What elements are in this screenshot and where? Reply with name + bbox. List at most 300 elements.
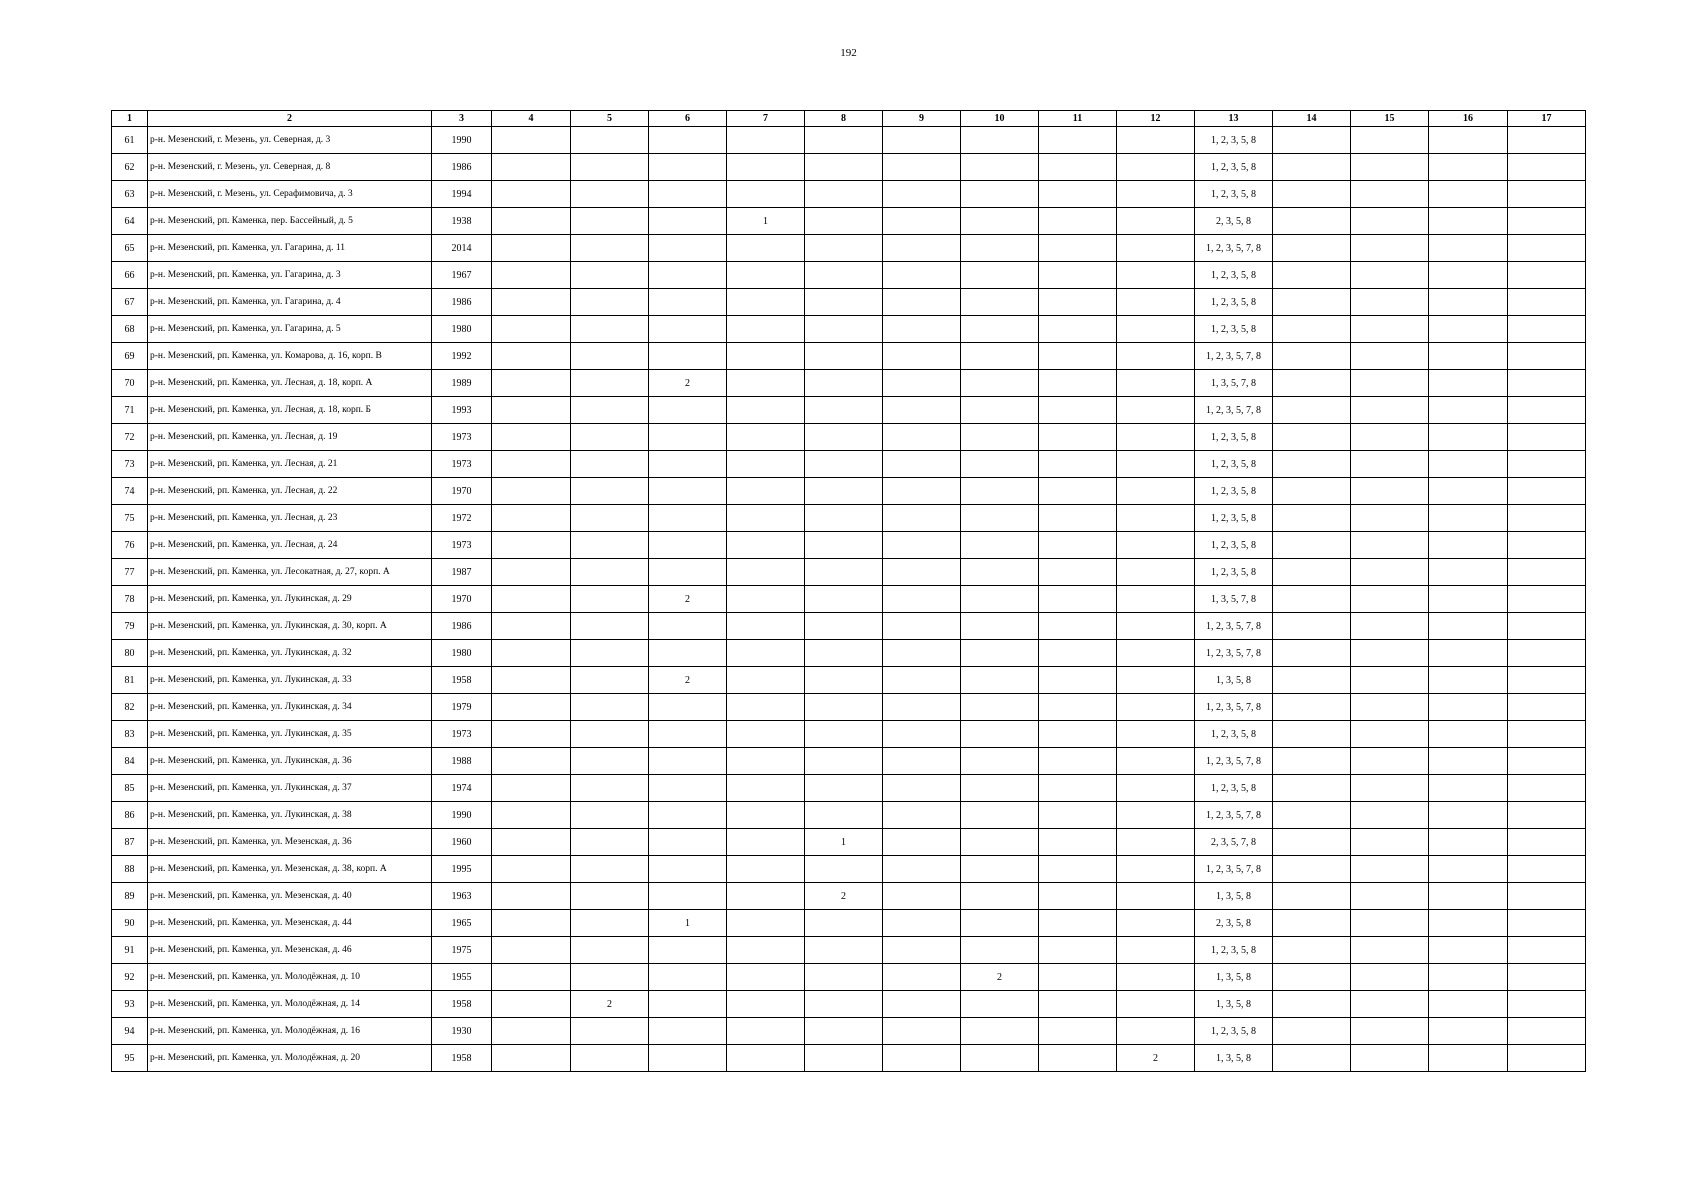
col13-cell: 1, 2, 3, 5, 8 bbox=[1195, 316, 1273, 343]
col13-cell: 1, 2, 3, 5, 8 bbox=[1195, 775, 1273, 802]
col4-cell bbox=[492, 397, 571, 424]
col5-cell bbox=[571, 883, 649, 910]
col6-cell bbox=[649, 775, 727, 802]
year-cell: 1975 bbox=[432, 937, 492, 964]
col7-cell bbox=[727, 937, 805, 964]
col8-cell bbox=[805, 667, 883, 694]
col10-cell bbox=[961, 451, 1039, 478]
col10-cell bbox=[961, 586, 1039, 613]
col4-cell bbox=[492, 343, 571, 370]
col4-cell bbox=[492, 775, 571, 802]
col12-cell bbox=[1117, 235, 1195, 262]
col12-cell bbox=[1117, 262, 1195, 289]
col12-cell bbox=[1117, 316, 1195, 343]
col13-cell: 1, 3, 5, 8 bbox=[1195, 991, 1273, 1018]
table-row bbox=[112, 181, 1586, 208]
col6-cell bbox=[649, 451, 727, 478]
col15-cell bbox=[1351, 883, 1429, 910]
col15-cell bbox=[1351, 505, 1429, 532]
col8-cell bbox=[805, 343, 883, 370]
address-cell: р-н. Мезенский, рп. Каменка, ул. Лукинская, д. 33 bbox=[148, 667, 432, 694]
col14-cell bbox=[1273, 667, 1351, 694]
row-number: 94 bbox=[112, 1018, 148, 1045]
col10-cell bbox=[961, 829, 1039, 856]
col14-cell bbox=[1273, 370, 1351, 397]
year-cell: 1973 bbox=[432, 721, 492, 748]
col11-cell bbox=[1039, 964, 1117, 991]
col8-cell bbox=[805, 802, 883, 829]
col15-cell bbox=[1351, 856, 1429, 883]
table-row bbox=[112, 127, 1586, 154]
col4-cell bbox=[492, 181, 571, 208]
col16-cell bbox=[1429, 181, 1508, 208]
col5-cell bbox=[571, 208, 649, 235]
col14-cell bbox=[1273, 478, 1351, 505]
col17-cell bbox=[1508, 532, 1586, 559]
page-number: 192 bbox=[840, 47, 857, 59]
col8-cell bbox=[805, 1018, 883, 1045]
col6-cell bbox=[649, 1018, 727, 1045]
col12-cell bbox=[1117, 721, 1195, 748]
row-number: 75 bbox=[112, 505, 148, 532]
col16-cell bbox=[1429, 478, 1508, 505]
col4-cell bbox=[492, 910, 571, 937]
col15-cell bbox=[1351, 829, 1429, 856]
year-cell: 1970 bbox=[432, 586, 492, 613]
col9-cell bbox=[883, 991, 961, 1018]
table-row bbox=[112, 748, 1586, 775]
col15-cell bbox=[1351, 910, 1429, 937]
col10-cell bbox=[961, 343, 1039, 370]
col10-cell bbox=[961, 424, 1039, 451]
row-number: 70 bbox=[112, 370, 148, 397]
col10-cell bbox=[961, 883, 1039, 910]
col6-cell bbox=[649, 154, 727, 181]
year-cell: 1986 bbox=[432, 613, 492, 640]
col11-cell bbox=[1039, 829, 1117, 856]
col7-cell bbox=[727, 127, 805, 154]
col17-cell bbox=[1508, 856, 1586, 883]
col13-cell: 1, 2, 3, 5, 7, 8 bbox=[1195, 343, 1273, 370]
row-number: 64 bbox=[112, 208, 148, 235]
col5-cell bbox=[571, 910, 649, 937]
col7-cell bbox=[727, 829, 805, 856]
table-row bbox=[112, 613, 1586, 640]
col12-cell bbox=[1117, 127, 1195, 154]
col10-cell bbox=[961, 775, 1039, 802]
col11-cell bbox=[1039, 181, 1117, 208]
col13-cell: 1, 2, 3, 5, 7, 8 bbox=[1195, 235, 1273, 262]
col9-cell bbox=[883, 235, 961, 262]
col12-cell bbox=[1117, 829, 1195, 856]
year-cell: 1995 bbox=[432, 856, 492, 883]
col4-cell bbox=[492, 829, 571, 856]
year-cell: 1979 bbox=[432, 694, 492, 721]
col4-cell bbox=[492, 802, 571, 829]
col6-cell: 2 bbox=[649, 586, 727, 613]
col14-cell bbox=[1273, 451, 1351, 478]
col13-cell: 2, 3, 5, 7, 8 bbox=[1195, 829, 1273, 856]
col12-cell bbox=[1117, 937, 1195, 964]
col10-cell bbox=[961, 721, 1039, 748]
col7-cell bbox=[727, 451, 805, 478]
col6-cell bbox=[649, 559, 727, 586]
address-cell: р-н. Мезенский, рп. Каменка, ул. Мезенская, д. 44 bbox=[148, 910, 432, 937]
col5-cell bbox=[571, 802, 649, 829]
table-row bbox=[112, 991, 1586, 1018]
col14-cell bbox=[1273, 883, 1351, 910]
col6-cell bbox=[649, 397, 727, 424]
row-number: 90 bbox=[112, 910, 148, 937]
address-cell: р-н. Мезенский, рп. Каменка, ул. Гагарина, д. 5 bbox=[148, 316, 432, 343]
col14-cell bbox=[1273, 775, 1351, 802]
col15-cell bbox=[1351, 694, 1429, 721]
table-row bbox=[112, 532, 1586, 559]
col10-cell: 2 bbox=[961, 964, 1039, 991]
col12-cell bbox=[1117, 559, 1195, 586]
column-header-15: 15 bbox=[1351, 111, 1429, 127]
col13-cell: 1, 2, 3, 5, 7, 8 bbox=[1195, 694, 1273, 721]
year-cell: 1992 bbox=[432, 343, 492, 370]
column-header-13: 13 bbox=[1195, 111, 1273, 127]
col10-cell bbox=[961, 532, 1039, 559]
col8-cell bbox=[805, 991, 883, 1018]
col9-cell bbox=[883, 316, 961, 343]
col11-cell bbox=[1039, 478, 1117, 505]
col5-cell bbox=[571, 262, 649, 289]
col10-cell bbox=[961, 127, 1039, 154]
col17-cell bbox=[1508, 829, 1586, 856]
col6-cell bbox=[649, 802, 727, 829]
col10-cell bbox=[961, 1045, 1039, 1072]
address-cell: р-н. Мезенский, рп. Каменка, ул. Лесная, д. 18, корп. Б bbox=[148, 397, 432, 424]
year-cell: 1980 bbox=[432, 640, 492, 667]
col17-cell bbox=[1508, 208, 1586, 235]
col11-cell bbox=[1039, 262, 1117, 289]
col17-cell bbox=[1508, 559, 1586, 586]
col13-cell: 1, 3, 5, 7, 8 bbox=[1195, 370, 1273, 397]
row-number: 82 bbox=[112, 694, 148, 721]
address-cell: р-н. Мезенский, рп. Каменка, ул. Гагарина, д. 3 bbox=[148, 262, 432, 289]
col8-cell bbox=[805, 478, 883, 505]
col14-cell bbox=[1273, 748, 1351, 775]
table-row bbox=[112, 856, 1586, 883]
col15-cell bbox=[1351, 1045, 1429, 1072]
col14-cell bbox=[1273, 289, 1351, 316]
col16-cell bbox=[1429, 667, 1508, 694]
col13-cell: 1, 2, 3, 5, 7, 8 bbox=[1195, 856, 1273, 883]
col6-cell bbox=[649, 829, 727, 856]
column-header-10: 10 bbox=[961, 111, 1039, 127]
col5-cell bbox=[571, 640, 649, 667]
col9-cell bbox=[883, 127, 961, 154]
table-row bbox=[112, 451, 1586, 478]
col13-cell: 2, 3, 5, 8 bbox=[1195, 208, 1273, 235]
col10-cell bbox=[961, 208, 1039, 235]
col14-cell bbox=[1273, 802, 1351, 829]
row-number: 61 bbox=[112, 127, 148, 154]
col12-cell bbox=[1117, 505, 1195, 532]
col13-cell: 1, 2, 3, 5, 8 bbox=[1195, 127, 1273, 154]
col12-cell bbox=[1117, 667, 1195, 694]
col6-cell bbox=[649, 343, 727, 370]
col16-cell bbox=[1429, 964, 1508, 991]
col5-cell bbox=[571, 1018, 649, 1045]
year-cell: 1987 bbox=[432, 559, 492, 586]
year-cell: 1989 bbox=[432, 370, 492, 397]
col16-cell bbox=[1429, 397, 1508, 424]
col5-cell bbox=[571, 694, 649, 721]
col13-cell: 1, 2, 3, 5, 8 bbox=[1195, 424, 1273, 451]
col13-cell: 1, 2, 3, 5, 8 bbox=[1195, 289, 1273, 316]
col15-cell bbox=[1351, 316, 1429, 343]
col14-cell bbox=[1273, 586, 1351, 613]
col8-cell bbox=[805, 937, 883, 964]
col15-cell bbox=[1351, 343, 1429, 370]
col9-cell bbox=[883, 640, 961, 667]
col15-cell bbox=[1351, 235, 1429, 262]
col17-cell bbox=[1508, 775, 1586, 802]
col5-cell bbox=[571, 613, 649, 640]
col10-cell bbox=[961, 748, 1039, 775]
row-number: 72 bbox=[112, 424, 148, 451]
col6-cell bbox=[649, 694, 727, 721]
col12-cell bbox=[1117, 532, 1195, 559]
col8-cell bbox=[805, 235, 883, 262]
col6-cell bbox=[649, 424, 727, 451]
year-cell: 1973 bbox=[432, 424, 492, 451]
col17-cell bbox=[1508, 343, 1586, 370]
col6-cell bbox=[649, 856, 727, 883]
col16-cell bbox=[1429, 991, 1508, 1018]
col9-cell bbox=[883, 667, 961, 694]
col17-cell bbox=[1508, 397, 1586, 424]
col11-cell bbox=[1039, 748, 1117, 775]
col6-cell bbox=[649, 478, 727, 505]
col6-cell bbox=[649, 316, 727, 343]
col5-cell bbox=[571, 451, 649, 478]
col10-cell bbox=[961, 802, 1039, 829]
col13-cell: 1, 3, 5, 7, 8 bbox=[1195, 586, 1273, 613]
col6-cell bbox=[649, 1045, 727, 1072]
col11-cell bbox=[1039, 694, 1117, 721]
col9-cell bbox=[883, 694, 961, 721]
col12-cell bbox=[1117, 478, 1195, 505]
col5-cell bbox=[571, 667, 649, 694]
col13-cell: 1, 2, 3, 5, 7, 8 bbox=[1195, 640, 1273, 667]
col17-cell bbox=[1508, 370, 1586, 397]
col7-cell bbox=[727, 910, 805, 937]
col17-cell bbox=[1508, 424, 1586, 451]
year-cell: 1938 bbox=[432, 208, 492, 235]
col11-cell bbox=[1039, 451, 1117, 478]
col16-cell bbox=[1429, 289, 1508, 316]
col13-cell: 1, 2, 3, 5, 7, 8 bbox=[1195, 748, 1273, 775]
table-row bbox=[112, 424, 1586, 451]
col11-cell bbox=[1039, 937, 1117, 964]
col11-cell bbox=[1039, 559, 1117, 586]
col14-cell bbox=[1273, 505, 1351, 532]
col14-cell bbox=[1273, 208, 1351, 235]
table-row bbox=[112, 505, 1586, 532]
col12-cell bbox=[1117, 451, 1195, 478]
address-cell: р-н. Мезенский, рп. Каменка, ул. Лукинская, д. 34 bbox=[148, 694, 432, 721]
col15-cell bbox=[1351, 775, 1429, 802]
col16-cell bbox=[1429, 208, 1508, 235]
col6-cell bbox=[649, 235, 727, 262]
col15-cell bbox=[1351, 991, 1429, 1018]
column-header-2: 2 bbox=[148, 111, 432, 127]
address-cell: р-н. Мезенский, г. Мезень, ул. Северная, д. 8 bbox=[148, 154, 432, 181]
col9-cell bbox=[883, 559, 961, 586]
col4-cell bbox=[492, 532, 571, 559]
table-row bbox=[112, 829, 1586, 856]
col13-cell: 1, 2, 3, 5, 8 bbox=[1195, 1018, 1273, 1045]
table-row bbox=[112, 289, 1586, 316]
col6-cell bbox=[649, 883, 727, 910]
col16-cell bbox=[1429, 235, 1508, 262]
column-header-14: 14 bbox=[1273, 111, 1351, 127]
col4-cell bbox=[492, 154, 571, 181]
year-cell: 1980 bbox=[432, 316, 492, 343]
col17-cell bbox=[1508, 127, 1586, 154]
row-number: 84 bbox=[112, 748, 148, 775]
col5-cell bbox=[571, 397, 649, 424]
col8-cell bbox=[805, 424, 883, 451]
register-table bbox=[111, 110, 1586, 1072]
col7-cell bbox=[727, 235, 805, 262]
col4-cell bbox=[492, 559, 571, 586]
col15-cell bbox=[1351, 424, 1429, 451]
col8-cell bbox=[805, 721, 883, 748]
row-number: 83 bbox=[112, 721, 148, 748]
year-cell: 1958 bbox=[432, 667, 492, 694]
address-cell: р-н. Мезенский, рп. Каменка, ул. Лукинская, д. 37 bbox=[148, 775, 432, 802]
col16-cell bbox=[1429, 829, 1508, 856]
col4-cell bbox=[492, 424, 571, 451]
col4-cell bbox=[492, 451, 571, 478]
col7-cell bbox=[727, 1045, 805, 1072]
year-cell: 1965 bbox=[432, 910, 492, 937]
col6-cell bbox=[649, 289, 727, 316]
address-cell: р-н. Мезенский, рп. Каменка, ул. Гагарина, д. 4 bbox=[148, 289, 432, 316]
year-cell: 1993 bbox=[432, 397, 492, 424]
col8-cell bbox=[805, 640, 883, 667]
col9-cell bbox=[883, 451, 961, 478]
col4-cell bbox=[492, 262, 571, 289]
col16-cell bbox=[1429, 640, 1508, 667]
col10-cell bbox=[961, 370, 1039, 397]
row-number: 85 bbox=[112, 775, 148, 802]
col12-cell bbox=[1117, 424, 1195, 451]
year-cell: 1990 bbox=[432, 127, 492, 154]
table-row bbox=[112, 262, 1586, 289]
col17-cell bbox=[1508, 316, 1586, 343]
col11-cell bbox=[1039, 775, 1117, 802]
address-cell: р-н. Мезенский, рп. Каменка, ул. Лесная, д. 19 bbox=[148, 424, 432, 451]
col12-cell bbox=[1117, 802, 1195, 829]
col8-cell bbox=[805, 910, 883, 937]
col6-cell bbox=[649, 613, 727, 640]
col5-cell bbox=[571, 775, 649, 802]
col7-cell bbox=[727, 775, 805, 802]
col7-cell bbox=[727, 532, 805, 559]
col16-cell bbox=[1429, 127, 1508, 154]
col12-cell bbox=[1117, 154, 1195, 181]
col8-cell bbox=[805, 1045, 883, 1072]
year-cell: 1994 bbox=[432, 181, 492, 208]
col11-cell bbox=[1039, 316, 1117, 343]
col7-cell bbox=[727, 478, 805, 505]
col9-cell bbox=[883, 883, 961, 910]
col12-cell bbox=[1117, 856, 1195, 883]
table-row bbox=[112, 343, 1586, 370]
col5-cell bbox=[571, 316, 649, 343]
col5-cell bbox=[571, 1045, 649, 1072]
header-row bbox=[112, 111, 1586, 127]
col7-cell bbox=[727, 559, 805, 586]
col12-cell bbox=[1117, 370, 1195, 397]
col6-cell bbox=[649, 640, 727, 667]
table-row bbox=[112, 316, 1586, 343]
col15-cell bbox=[1351, 964, 1429, 991]
col10-cell bbox=[961, 991, 1039, 1018]
table-row bbox=[112, 1045, 1586, 1072]
col8-cell bbox=[805, 964, 883, 991]
col7-cell bbox=[727, 748, 805, 775]
col16-cell bbox=[1429, 910, 1508, 937]
table-row bbox=[112, 478, 1586, 505]
col5-cell bbox=[571, 235, 649, 262]
col12-cell bbox=[1117, 1018, 1195, 1045]
col4-cell bbox=[492, 991, 571, 1018]
col13-cell: 1, 3, 5, 8 bbox=[1195, 883, 1273, 910]
row-number: 68 bbox=[112, 316, 148, 343]
table-row bbox=[112, 694, 1586, 721]
address-cell: р-н. Мезенский, рп. Каменка, ул. Лукинская, д. 29 bbox=[148, 586, 432, 613]
col17-cell bbox=[1508, 640, 1586, 667]
col5-cell bbox=[571, 478, 649, 505]
col15-cell bbox=[1351, 262, 1429, 289]
col9-cell bbox=[883, 721, 961, 748]
col8-cell bbox=[805, 127, 883, 154]
col16-cell bbox=[1429, 775, 1508, 802]
column-header-8: 8 bbox=[805, 111, 883, 127]
col9-cell bbox=[883, 181, 961, 208]
col12-cell bbox=[1117, 208, 1195, 235]
col7-cell bbox=[727, 613, 805, 640]
col12-cell bbox=[1117, 775, 1195, 802]
col5-cell bbox=[571, 532, 649, 559]
col17-cell bbox=[1508, 937, 1586, 964]
col4-cell bbox=[492, 694, 571, 721]
col9-cell bbox=[883, 424, 961, 451]
col4-cell bbox=[492, 370, 571, 397]
col17-cell bbox=[1508, 613, 1586, 640]
col13-cell: 1, 2, 3, 5, 8 bbox=[1195, 181, 1273, 208]
col14-cell bbox=[1273, 640, 1351, 667]
row-number: 80 bbox=[112, 640, 148, 667]
col9-cell bbox=[883, 829, 961, 856]
col5-cell bbox=[571, 586, 649, 613]
col4-cell bbox=[492, 316, 571, 343]
address-cell: р-н. Мезенский, рп. Каменка, ул. Мезенская, д. 38, корп. А bbox=[148, 856, 432, 883]
column-header-3: 3 bbox=[432, 111, 492, 127]
year-cell: 1958 bbox=[432, 1045, 492, 1072]
col5-cell bbox=[571, 748, 649, 775]
address-cell: р-н. Мезенский, рп. Каменка, ул. Мезенская, д. 36 bbox=[148, 829, 432, 856]
col10-cell bbox=[961, 262, 1039, 289]
